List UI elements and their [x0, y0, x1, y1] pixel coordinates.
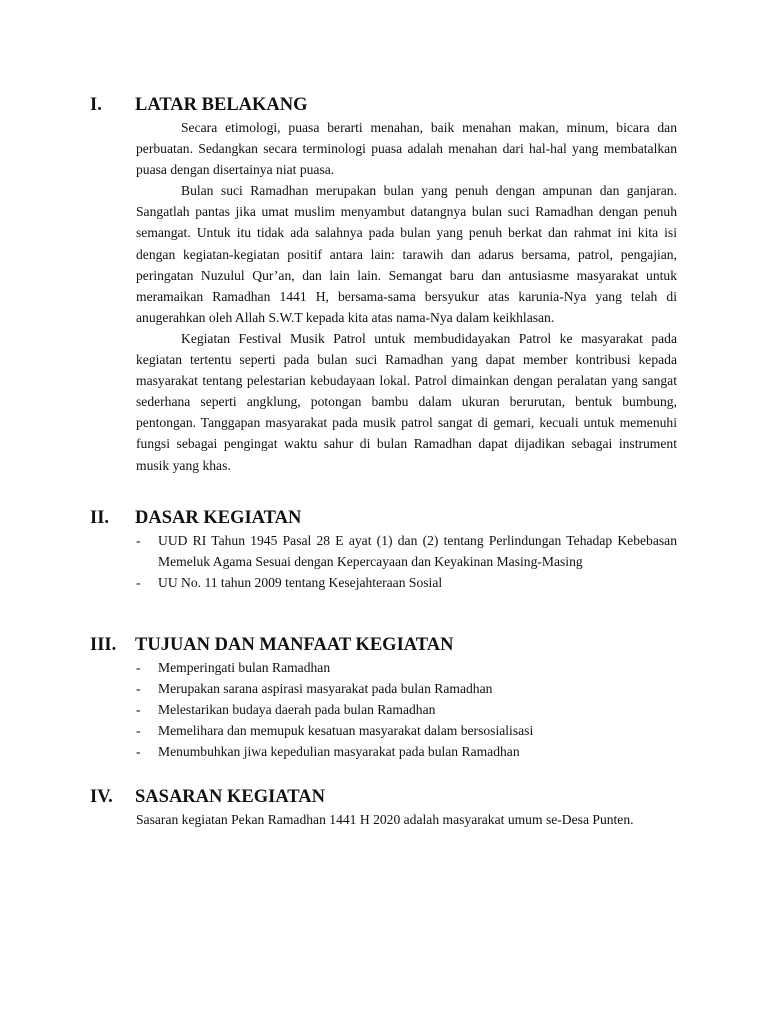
list-item-text: Merupakan sarana aspirasi masyarakat pada bulan Ramadhan	[158, 681, 493, 697]
section-tujuan-manfaat	[0, 633, 768, 762]
list-item-text: Memperingati bulan Ramadhan	[158, 660, 331, 675]
section-heading	[0, 93, 768, 117]
list-item	[136, 530, 677, 572]
list-marker: -	[136, 533, 141, 548]
list-marker: -	[136, 702, 141, 718]
list-marker: -	[136, 660, 141, 675]
section-heading	[0, 785, 768, 809]
list-marker: -	[136, 723, 141, 739]
paragraph: Kegiatan Festival Musik Patrol untuk membudidayakan Patrol ke masyarakat pada kegiatan tertentu seperti pada bulan suci Ramadhan yang dapat member kontribusi kepada masyarakat tentang pelestarian kebudayaan lokal. Patrol dimainkan dengan peralatan yang sangat sederhana seperti angklung, potongan bambu dalam ukuran berurutan, bentuk bumbung, pentongan. Tanggapan masyarakat pada musik patrol sangat di gemari, kecuali untuk memenuhi fungsi sebagai pengingat waktu sahur di bulan Ramadhan dapat dijadikan sebagai instrument musik yang khas.	[136, 330, 677, 473]
section-number: I.	[90, 95, 102, 115]
section-sasaran-kegiatan	[0, 785, 768, 830]
list-item	[136, 699, 677, 720]
list-item	[136, 741, 677, 762]
section-number: II.	[90, 508, 110, 528]
list-marker: -	[136, 681, 141, 697]
section-title: LATAR BELAKANG	[135, 95, 308, 115]
paragraph: Sasaran kegiatan Pekan Ramadhan 1441 H 2020 adalah masyarakat umum se-Desa Punten.	[136, 812, 634, 827]
list-item	[136, 657, 677, 678]
section-heading	[0, 506, 768, 530]
section-heading	[0, 633, 768, 657]
list-marker: -	[136, 744, 141, 760]
section-number: III.	[90, 635, 117, 655]
paragraph: Bulan suci Ramadhan merupakan bulan yang penuh dengan ampunan dan ganjaran. Sangatlah pantas jika umat muslim menyambut datangnya bulan suci Ramadhan dengan penuh semangat. Untuk itu tidak ada salahnya pada bulan yang penuh berkat dan rahmat ini kita isi dengan kegiatan-kegiatan positif antara lain: tarawih dan adarus bersama, patrol, pengajian, peringatan Nuzulul Qur’an, dan lain lain. Semangat baru dan antusiasme masyarakat untuk meramaikan Ramadhan 1441 H, bersama-sama bersyukur atas karunia-Nya yang telah di anugerahkan oleh Allah S.W.T kepada kita atas nama-Nya dalam keikhlasan.	[136, 183, 677, 325]
list-item-text: Memelihara dan memupuk kesatuan masyarakat dalam bersosialisasi	[158, 723, 534, 739]
section-dasar-kegiatan	[0, 506, 768, 593]
list-item-text: Melestarikan budaya daerah pada bulan Ramadhan	[158, 702, 436, 718]
section-title: TUJUAN DAN MANFAAT KEGIATAN	[135, 635, 454, 655]
list-item-text: UUD RI Tahun 1945 Pasal 28 E ayat (1) dan (2) tentang Perlindungan Tehadap Kebebasan Memeluk Agama Sesuai dengan Kepercayaan dan Keyakinan Masing-Masing	[158, 533, 677, 570]
list-item-text: UU No. 11 tahun 2009 tentang Kesejahteraan Sosial	[158, 575, 443, 591]
paragraph: Secara etimologi, puasa berarti menahan, baik menahan makan, minum, bicara dan perbuatan. Sedangkan secara terminologi puasa adalah menahan dari hal-hal yang membatalkan puasa dengan disertainya niat puasa.	[136, 120, 677, 178]
section-title: SASARAN KEGIATAN	[135, 787, 325, 807]
bullet-list	[0, 530, 768, 593]
list-item	[136, 678, 677, 699]
section-number: IV.	[90, 787, 113, 807]
bullet-list	[0, 657, 768, 762]
list-marker: -	[136, 575, 141, 591]
section-latar-belakang	[0, 93, 768, 476]
section-title: DASAR KEGIATAN	[135, 508, 302, 528]
list-item-text: Menumbuhkan jiwa kepedulian masyarakat pada bulan Ramadhan	[158, 744, 520, 760]
list-item	[136, 572, 677, 593]
list-item	[136, 720, 677, 741]
